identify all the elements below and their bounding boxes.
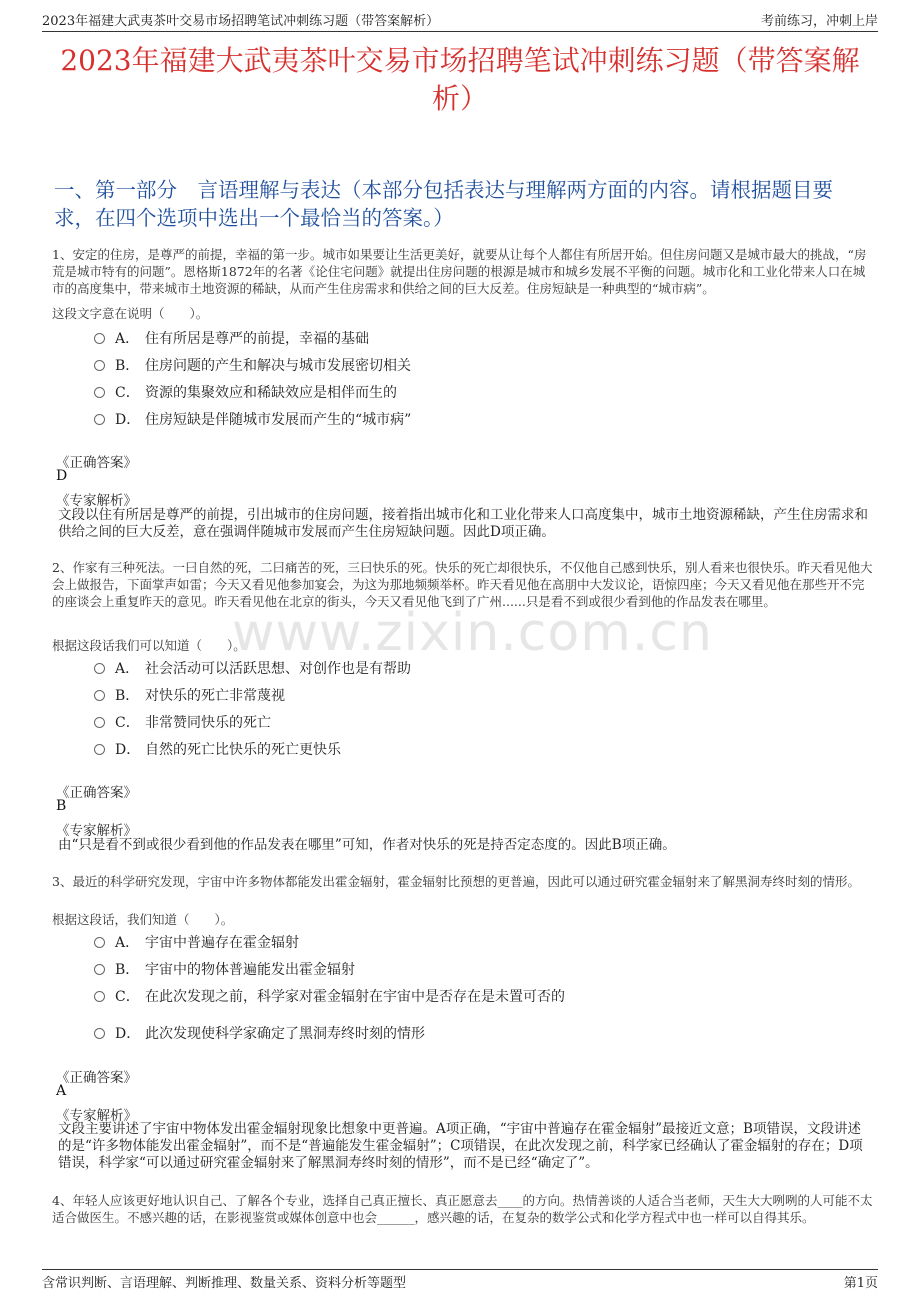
question-2-option-c[interactable]: C． 非常赞同快乐的死亡 xyxy=(94,712,271,732)
radio-icon[interactable] xyxy=(94,991,105,1002)
question-2-prompt: 根据这段话我们可以知道（ ）。 xyxy=(52,638,246,653)
radio-icon[interactable] xyxy=(94,937,105,948)
question-3-option-b[interactable]: B． 宇宙中的物体普遍能发出霍金辐射 xyxy=(94,959,355,979)
footer-divider xyxy=(42,1269,878,1270)
question-2-option-a[interactable]: A． 社会活动可以活跃思想、对创作也是有帮助 xyxy=(94,658,411,678)
radio-icon[interactable] xyxy=(94,387,105,398)
question-3-prompt: 根据这段话，我们知道（ ）。 xyxy=(52,912,234,927)
question-2-stem: 2、作家有三种死法。一曰自然的死，二曰痛苦的死，三曰快乐的死。快乐的死亡却很快乐，不仅他自己感到快乐，别人看来也很快乐。昨天看见他大会上做报告，下面掌声如雷；今天又看见他参加宴会，为这为那地频频举杯。昨天看见他在高朋中大发议论，语惊四座；今天又看见他在那些开不完的座谈会上重复昨天的意见。昨天看见他在北京的街头，今天又看见他飞到了广州......只是看不到或很少看到他的作品发表在哪里。 xyxy=(52,560,873,609)
footer-note: 含常识判断、言语理解、判断推理、数量关系、资料分析等题型 xyxy=(42,1276,407,1291)
answer-label: 《正确答案》 xyxy=(56,1070,137,1086)
question-3-analysis: 文段主要讲述了宇宙中物体发出霍金辐射现象比想象中更普遍。A项正确，“宇宙中普遍存在霍金辐射”最接近文意；B项错误，文段讲述的是“许多物体能发出霍金辐射”，而不是“普遍能发生霍金辐射”；C项错误，在此次发现之前，科学家已经确认了霍金辐射的存在；D项错误，科学家“可以通过研究霍金辐射来了解黑洞寿终时刻的情形”，而不是已经“确定了”。 xyxy=(58,1121,863,1171)
question-1-analysis: 文段以住有所居是尊严的前提，引出城市的住房问题，接着指出城市化和工业化带来人口高度集中，城市土地资源稀缺，产生住房需求和供给之间的巨大反差，意在强调伴随城市发展而产生住房短缺问题。因此D项正确。 xyxy=(58,507,868,540)
question-1-option-a[interactable]: A． 住有所居是尊严的前提，幸福的基础 xyxy=(94,328,369,348)
radio-icon[interactable] xyxy=(94,744,105,755)
section-heading: 一、第一部分 言语理解与表达（本部分包括表达与理解两方面的内容。请根据题目要求，在四个选项中选出一个最恰当的答案。） xyxy=(54,178,833,230)
question-3-answer: A xyxy=(56,1083,67,1099)
page-number: 第1页 xyxy=(843,1276,878,1291)
header-slogan: 考前练习，冲刺上岸 xyxy=(760,14,878,29)
analysis-label: 《专家解析》 xyxy=(56,823,137,839)
question-2-analysis: 由“只是看不到或很少看到他的作品发表在哪里”可知，作者对快乐的死是持否定态度的。因此B项正确。 xyxy=(58,837,676,853)
radio-icon[interactable] xyxy=(94,333,105,344)
answer-label: 《正确答案》 xyxy=(56,785,137,801)
header-divider xyxy=(42,31,878,32)
radio-icon[interactable] xyxy=(94,414,105,425)
radio-icon[interactable] xyxy=(94,1028,105,1039)
page-title: 2023年福建大武夷茶叶交易市场招聘笔试冲刺练习题（带答案解析） xyxy=(60,44,860,115)
question-2-option-d[interactable]: D． 自然的死亡比快乐的死亡更快乐 xyxy=(94,739,341,759)
analysis-label: 《专家解析》 xyxy=(56,493,137,509)
page-header xyxy=(42,10,878,29)
question-1-stem: 1、安定的住房，是尊严的前提，幸福的第一步。城市如果要让生活更美好，就要从让每个人都住有所居开始。但住房问题又是城市最大的挑战，“房荒是城市特有的问题”。恩格斯1872年的名著《论住宅问题》就提出住房问题的根源是城市和城乡发展不平衡的问题。城市化和工业化带来人口在城市的高度集中，带来城市土地资源的稀缺，从而产生住房需求和供给之间的巨大反差。住房短缺是一种典型的“城市病”。 xyxy=(52,247,867,296)
header-doc-title: 2023年福建大武夷茶叶交易市场招聘笔试冲刺练习题（带答案解析） xyxy=(42,14,440,29)
question-1-answer: D xyxy=(56,468,68,484)
question-1-option-b[interactable]: B． 住房问题的产生和解决与城市发展密切相关 xyxy=(94,355,411,375)
radio-icon[interactable] xyxy=(94,717,105,728)
page-footer xyxy=(42,1272,878,1291)
question-3-option-a[interactable]: A． 宇宙中普遍存在霍金辐射 xyxy=(94,932,299,952)
question-4-stem: 4、年轻人应该更好地认识自己、了解各个专业，选择自己真正擅长、真正愿意去____的方向。热情善谈的人适合当老师，天生大大咧咧的人可能不太适合做医生。不感兴趣的话，在影视鉴赏或媒体创意中也会______，感兴趣的话，在复杂的数学公式和化学方程式中也一样可以自得其乐。 xyxy=(52,1193,873,1225)
question-1-prompt: 这段文字意在说明（ ）。 xyxy=(52,306,209,321)
question-1-option-c[interactable]: C． 资源的集聚效应和稀缺效应是相伴而生的 xyxy=(94,382,397,402)
radio-icon[interactable] xyxy=(94,964,105,975)
question-3-stem: 3、最近的科学研究发现，宇宙中许多物体都能发出霍金辐射，霍金辐射比预想的更普遍，因此可以通过研究霍金辐射来了解黑洞寿终时刻的情形。 xyxy=(52,874,860,889)
question-3-option-c[interactable]: C． 在此次发现之前，科学家对霍金辐射在宇宙中是否存在是未置可否的 xyxy=(94,986,565,1006)
analysis-label: 《专家解析》 xyxy=(56,1108,137,1124)
question-1-option-d[interactable]: D． 住房短缺是伴随城市发展而产生的“城市病” xyxy=(94,409,411,429)
question-2-answer: B xyxy=(56,798,67,814)
question-2-option-b[interactable]: B． 对快乐的死亡非常蔑视 xyxy=(94,685,285,705)
radio-icon[interactable] xyxy=(94,360,105,371)
watermark: www.zixin.com.cn xyxy=(232,603,713,663)
answer-label: 《正确答案》 xyxy=(56,455,137,471)
radio-icon[interactable] xyxy=(94,663,105,674)
question-3-option-d[interactable]: D． 此次发现使科学家确定了黑洞寿终时刻的情形 xyxy=(94,1023,425,1043)
radio-icon[interactable] xyxy=(94,690,105,701)
